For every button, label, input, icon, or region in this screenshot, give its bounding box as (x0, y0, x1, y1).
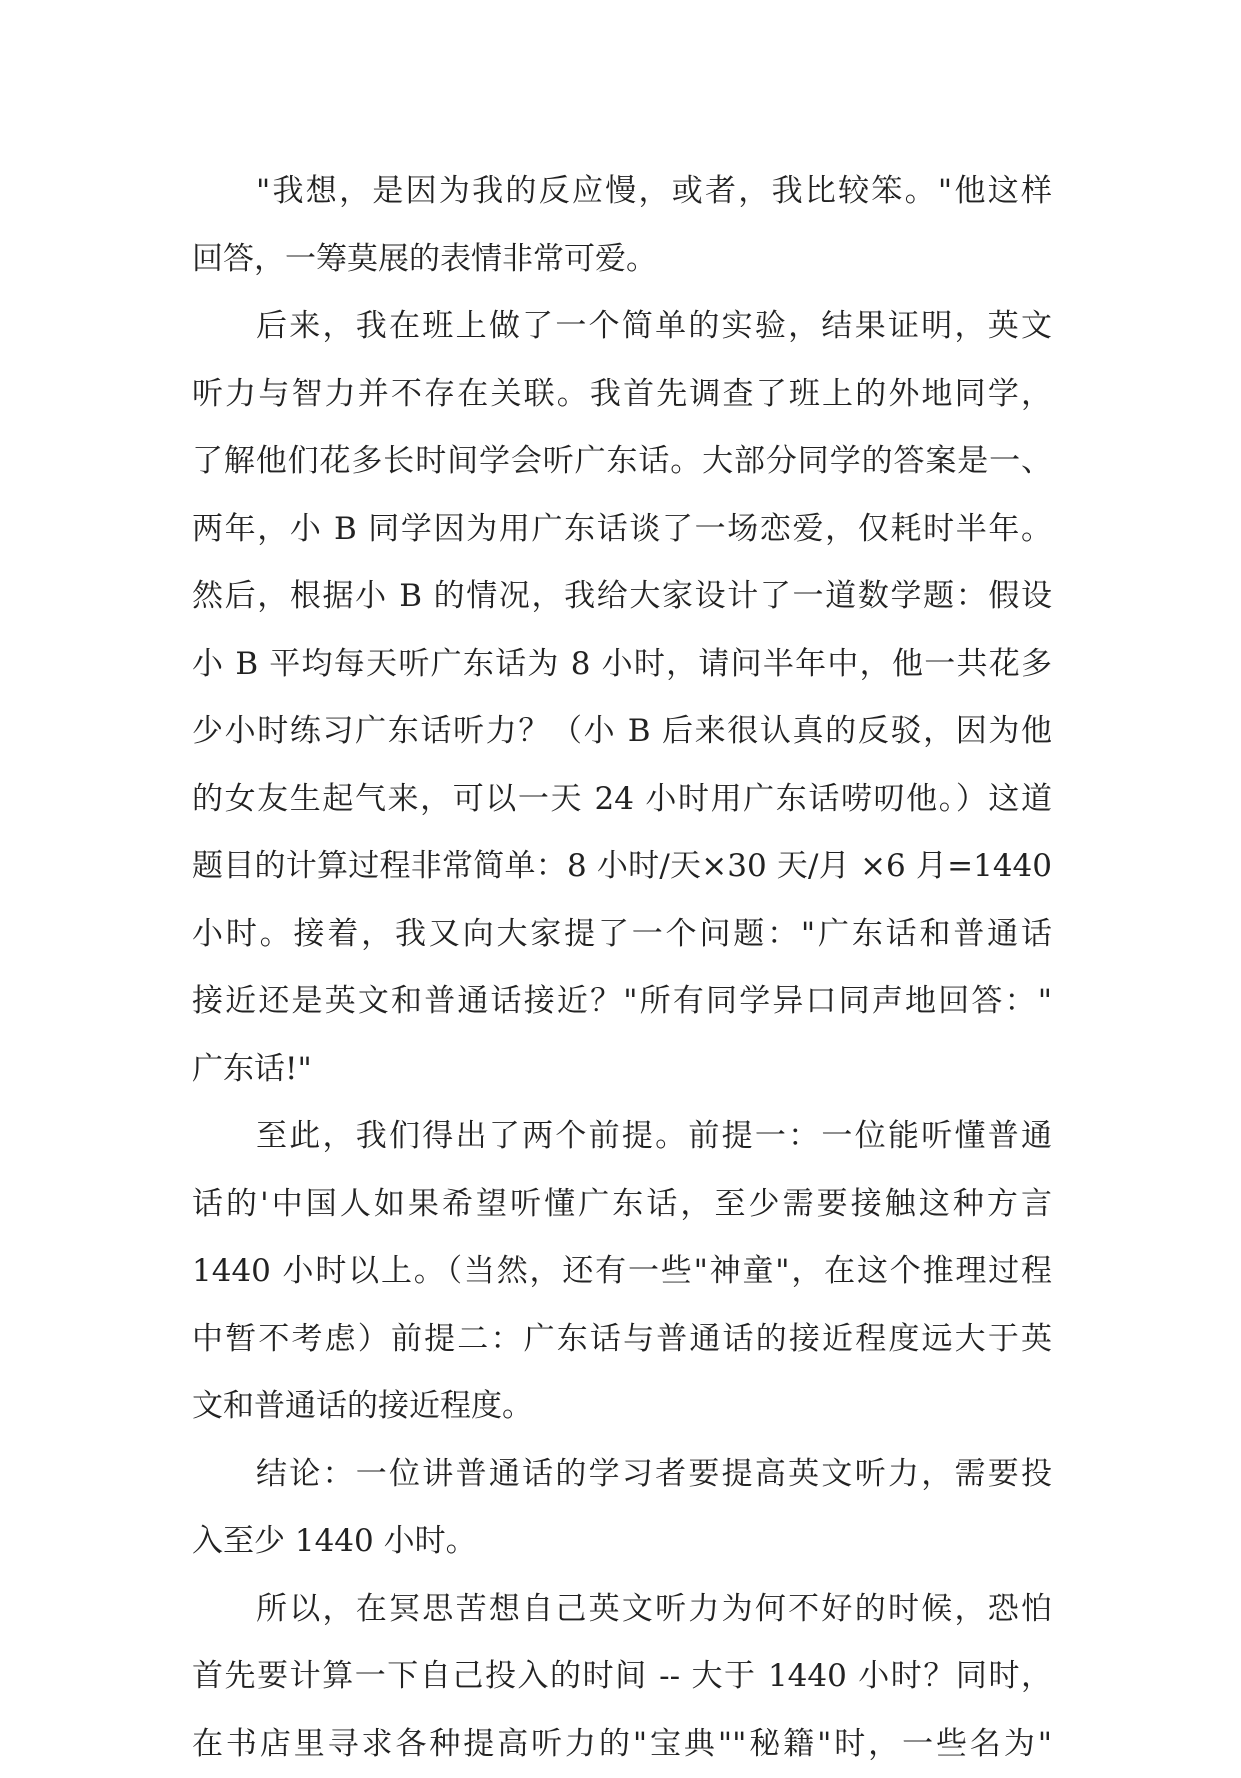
text-line: 小 B 平均每天听广东话为 8 小时，请问半年中，他一共花多 (192, 631, 1052, 699)
text-line: 回答，一筹莫展的表情非常可爱。 (192, 226, 1052, 294)
text-line: 中暂不考虑）前提二：广东话与普通话的接近程度远大于英 (192, 1306, 1052, 1374)
text-line: 后来，我在班上做了一个简单的实验，结果证明，英文 (192, 293, 1052, 361)
text-line: 在书店里寻求各种提高听力的"宝典""秘籍"时，一些名为" (192, 1711, 1052, 1778)
text-line: 至此，我们得出了两个前提。前提一：一位能听懂普通 (192, 1103, 1052, 1171)
document-body-text (192, 158, 1052, 1778)
text-line: 文和普通话的接近程度。 (192, 1373, 1052, 1441)
text-line: 1440 小时以上。（当然，还有一些"神童"，在这个推理过程 (192, 1238, 1052, 1306)
text-line: 接近还是英文和普通话接近？"所有同学异口同声地回答：" (192, 968, 1052, 1036)
text-line: 所以，在冥思苦想自己英文听力为何不好的时候，恐怕 (192, 1576, 1052, 1644)
text-line: 入至少 1440 小时。 (192, 1508, 1052, 1576)
text-line: 然后，根据小 B 的情况，我给大家设计了一道数学题：假设 (192, 563, 1052, 631)
text-line: 广东话!" (192, 1036, 1052, 1104)
text-line: 话的'中国人如果希望听懂广东话，至少需要接触这种方言 (192, 1171, 1052, 1239)
text-line: 首先要计算一下自己投入的时间 -- 大于 1440 小时？同时， (192, 1643, 1052, 1711)
text-line: 了解他们花多长时间学会听广东话。大部分同学的答案是一、 (192, 428, 1052, 496)
text-line: 两年，小 B 同学因为用广东话谈了一场恋爱，仅耗时半年。 (192, 496, 1052, 564)
text-line: 小时。接着，我又向大家提了一个问题："广东话和普通话 (192, 901, 1052, 969)
text-line: 听力与智力并不存在关联。我首先调查了班上的外地同学， (192, 361, 1052, 429)
text-line: 的女友生起气来，可以一天 24 小时用广东话唠叨他。）这道 (192, 766, 1052, 834)
text-line: 题目的计算过程非常简单：8 小时/天×30 天/月 ×6 月=1440 (192, 833, 1052, 901)
text-line: 结论：一位讲普通话的学习者要提高英文听力，需要投 (192, 1441, 1052, 1509)
text-line: 少小时练习广东话听力？（小 B 后来很认真的反驳，因为他 (192, 698, 1052, 766)
text-line: "我想，是因为我的反应慢，或者，我比较笨。"他这样 (192, 158, 1052, 226)
